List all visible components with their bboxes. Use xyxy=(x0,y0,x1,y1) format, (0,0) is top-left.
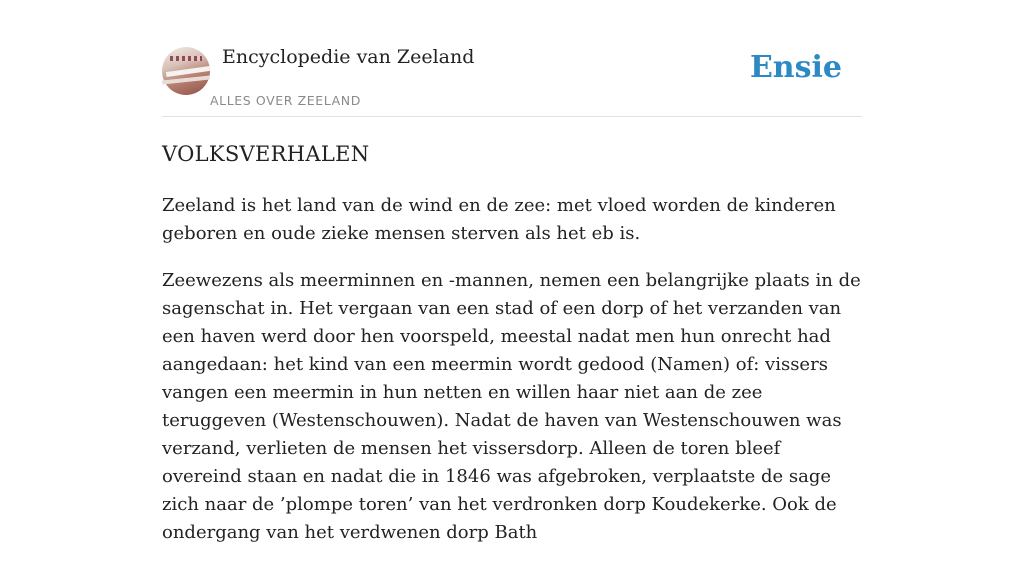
site-title-link[interactable]: Encyclopedie van Zeeland xyxy=(222,46,475,68)
article-paragraph: Zeewezens als meerminnen en -mannen, nemen een belangrijke plaats in de sagenschat in. Het vergaan van een stad of een dorp of het verzanden van een haven werd door hen voorspeld, meestal nadat men hun onrecht had aangedaan: het kind van een meermin wordt gedood (Namen) of: vissers vangen een meermin in hun netten en willen haar niet aan de zee teruggeven (Westenschouwen). Nadat de haven van Westenschouwen was verzand, verlieten de mensen het vissersdorp. Alleen de toren bleef overeind staan en nadat die in 1846 was afgebroken, verplaatste de sage zich naar de ’plompe toren’ van het verdronken dorp Koudekerke. Ook de ondergang van het verdwenen dorp Bath xyxy=(162,270,861,543)
article-heading: VOLKSVERHALEN xyxy=(162,142,370,166)
site-avatar[interactable] xyxy=(162,47,210,95)
site-subtitle: ALLES OVER ZEELAND xyxy=(210,93,361,108)
article-content xyxy=(162,138,862,566)
article-paragraph: Zeeland is het land van de wind en de zee: met vloed worden de kinderen geboren en oude zieke mensen sterven als het eb is. xyxy=(162,195,836,244)
avatar-detail xyxy=(162,76,210,85)
site-header xyxy=(162,40,862,117)
avatar-detail xyxy=(170,56,202,61)
brand-logo-link[interactable]: Ensie xyxy=(749,50,842,85)
